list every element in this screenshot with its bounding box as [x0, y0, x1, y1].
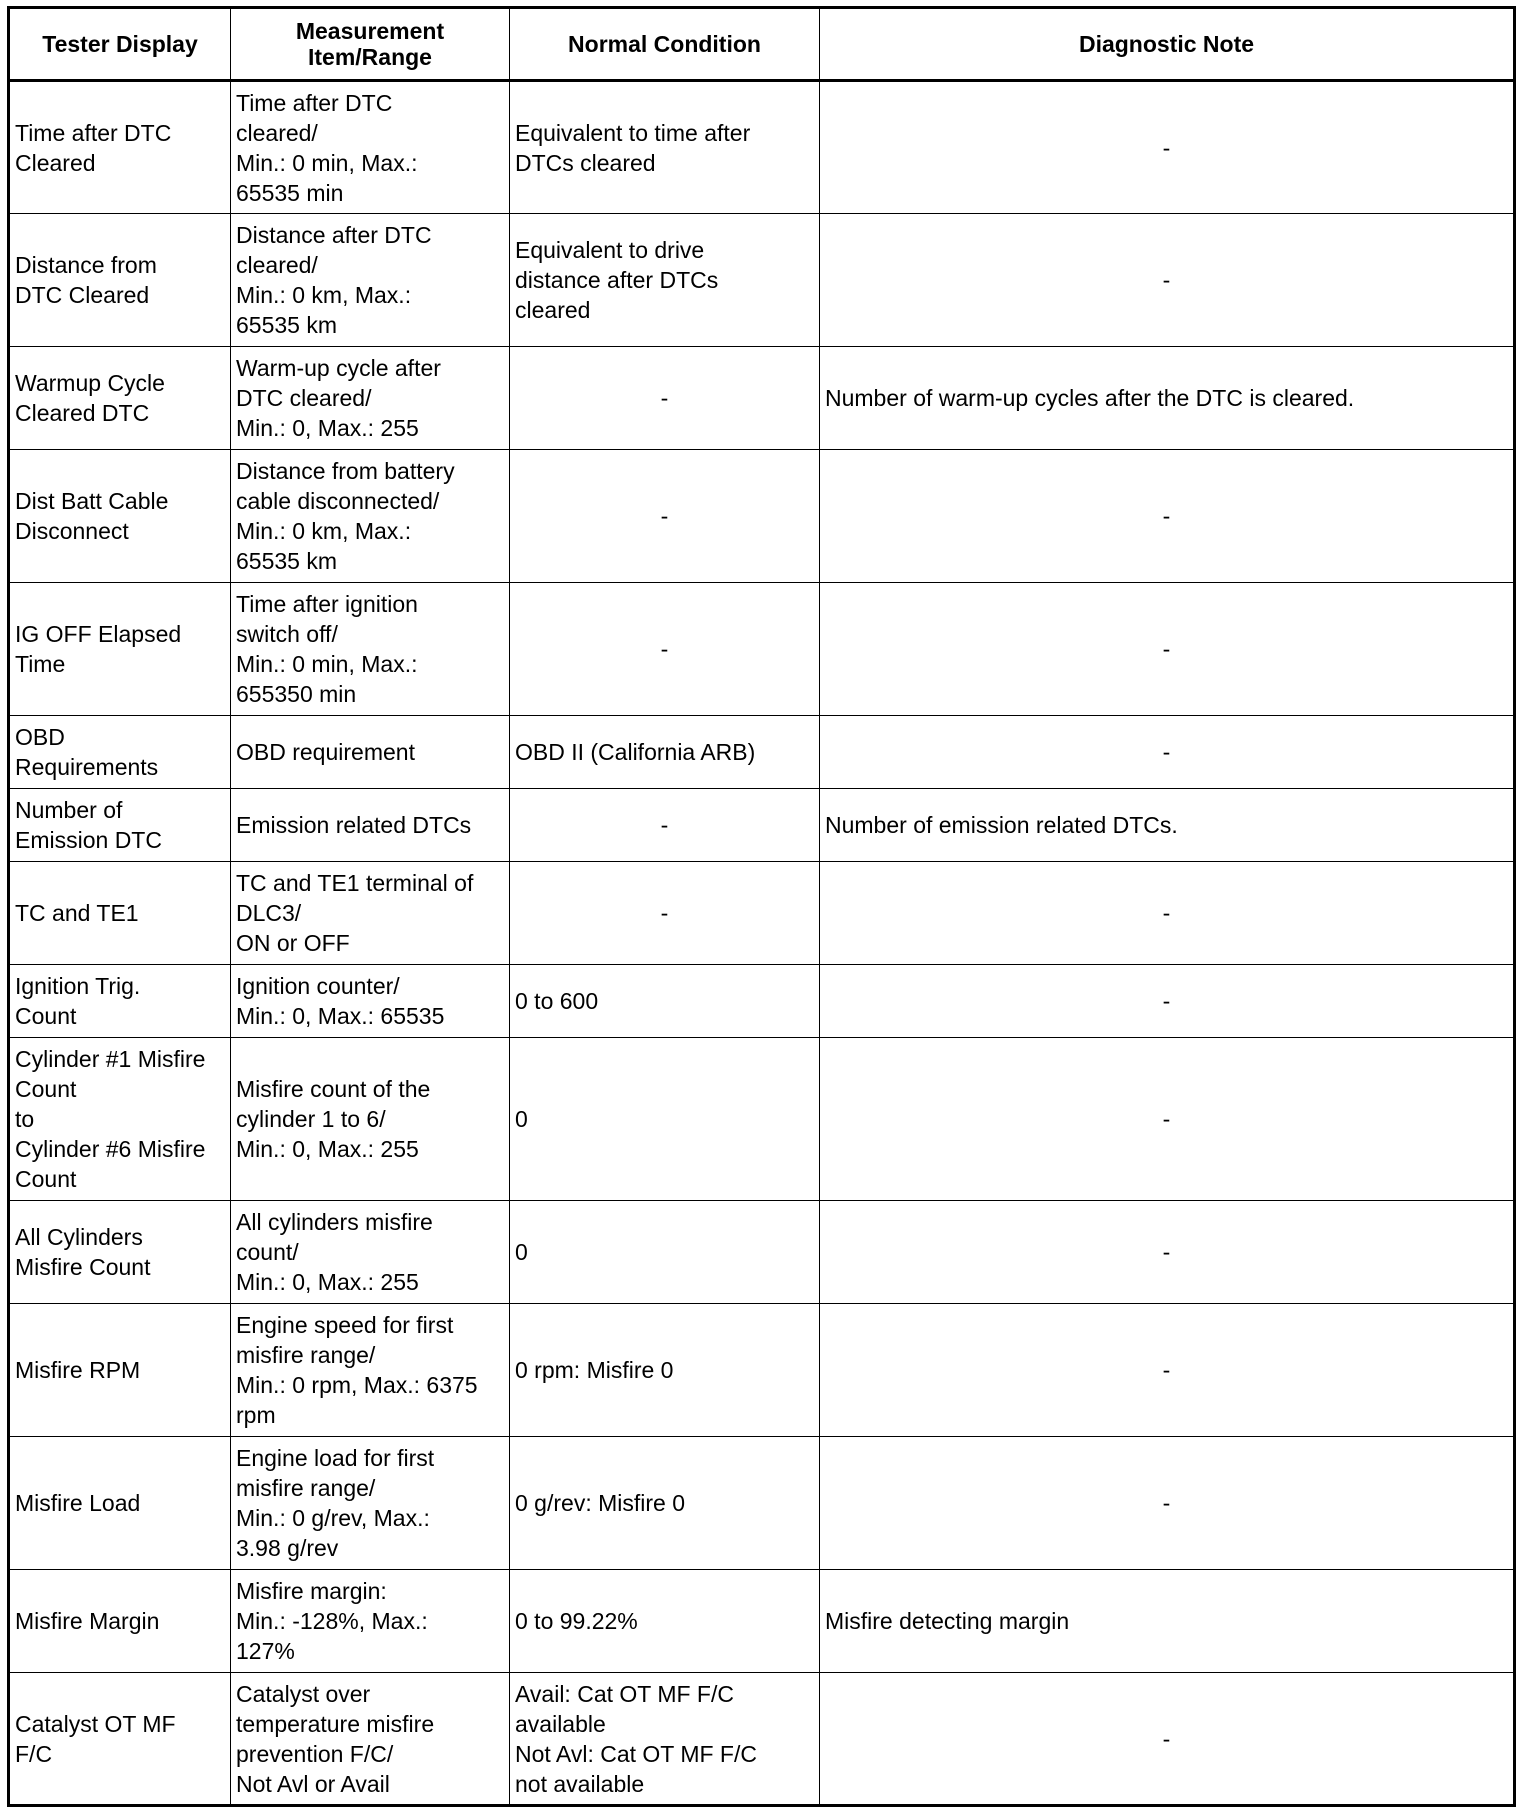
- measurement-item-cell: [231, 1673, 510, 1806]
- table-row: [9, 716, 1515, 789]
- cell-text-line: Number of: [15, 797, 123, 823]
- measurement-item-cell: [231, 583, 510, 716]
- normal-condition-cell: [510, 1673, 820, 1806]
- cell-text-line: Min.: 0 min, Max.:: [236, 651, 418, 677]
- empty-dash: -: [660, 900, 669, 926]
- cell-text-line: count/: [236, 1239, 299, 1265]
- empty-dash: -: [1162, 988, 1171, 1014]
- normal-condition-cell: [510, 1570, 820, 1673]
- diagnostic-note-cell: [820, 789, 1515, 862]
- cell-text-line: ON or OFF: [236, 930, 350, 956]
- tester-display-cell: [9, 862, 231, 965]
- cell-text-line: Engine load for first: [236, 1445, 435, 1471]
- cell-text-line: OBD II (California ARB): [515, 739, 756, 765]
- table-row: [9, 1673, 1515, 1806]
- empty-dash: -: [1162, 1357, 1171, 1383]
- cell-text-line: Count: [15, 1076, 77, 1102]
- cell-text-line: prevention F/C/: [236, 1740, 394, 1767]
- tester-display-cell: [9, 1304, 231, 1437]
- cell-text-line: switch off/: [236, 621, 338, 647]
- cell-text-line: cable disconnected/: [236, 488, 440, 514]
- cell-text-line: Min.: -128%, Max.:: [236, 1608, 428, 1634]
- cell-text-line: OBD: [15, 724, 65, 750]
- table-row: [9, 347, 1515, 450]
- tester-display-cell: [9, 214, 231, 347]
- diagnostic-note-cell: [820, 450, 1515, 583]
- table-row: [9, 789, 1515, 862]
- cell-text-line: 655350 min: [236, 681, 357, 707]
- cell-text-line: rpm: [236, 1402, 276, 1428]
- tester-display-cell: [9, 81, 231, 214]
- tester-display-cell: [9, 1038, 231, 1201]
- table-row: [9, 1570, 1515, 1673]
- measurement-item-cell: [231, 450, 510, 583]
- cell-text-line: Engine speed for first: [236, 1312, 454, 1338]
- cell-text-line: available: [515, 1710, 606, 1737]
- header-tester-display-text: Tester Display: [42, 31, 198, 57]
- cell-text-line: 3.98 g/rev: [236, 1535, 339, 1561]
- empty-dash: -: [1162, 267, 1171, 293]
- table-row: [9, 81, 1515, 214]
- normal-condition-cell: [510, 965, 820, 1038]
- cell-text-line: DTC cleared/: [236, 385, 372, 411]
- cell-text-line: Warmup Cycle: [15, 370, 165, 396]
- cell-text-line: Misfire Count: [15, 1254, 151, 1280]
- diagnostic-note-cell: [820, 1437, 1515, 1570]
- cell-text-line: Time: [15, 651, 66, 677]
- tester-display-cell: [9, 1570, 231, 1673]
- cell-text-line: misfire range/: [236, 1475, 376, 1501]
- cell-text-line: 127%: [236, 1638, 295, 1664]
- cell-text-line: DLC3/: [236, 900, 302, 926]
- cell-text-line: Min.: 0 g/rev, Max.:: [236, 1505, 430, 1531]
- normal-condition-cell: [510, 862, 820, 965]
- cell-text-line: Misfire count of the: [236, 1076, 431, 1102]
- cell-text-line: cleared/: [236, 119, 318, 146]
- cell-text-line: Min.: 0, Max.: 255: [236, 1269, 419, 1295]
- header-normal-condition-text: Normal Condition: [568, 31, 761, 57]
- normal-condition-cell: [510, 1304, 820, 1437]
- table-row: [9, 1437, 1515, 1570]
- cell-text-line: Requirements: [15, 754, 159, 780]
- empty-dash: -: [1162, 900, 1171, 926]
- cell-text-line: Min.: 0 km, Max.:: [236, 518, 412, 544]
- data-list-table: [7, 6, 1516, 1807]
- cell-text-line: Count: [15, 1166, 77, 1192]
- measurement-item-cell: [231, 965, 510, 1038]
- tester-display-cell: [9, 583, 231, 716]
- cell-text-line: Avail: Cat OT MF F/C: [515, 1680, 734, 1707]
- diagnostic-note-cell: [820, 1673, 1515, 1806]
- empty-dash: -: [1162, 1106, 1171, 1132]
- cell-text-line: to: [15, 1106, 35, 1132]
- cell-text-line: Min.: 0, Max.: 255: [236, 1136, 419, 1162]
- normal-condition-cell: [510, 1038, 820, 1201]
- cell-text-line: Misfire RPM: [15, 1357, 141, 1383]
- cell-text-line: Distance from battery: [236, 458, 455, 484]
- diagnostic-note-cell: [820, 716, 1515, 789]
- measurement-item-cell: [231, 214, 510, 347]
- cell-text-line: Cleared: [15, 149, 96, 176]
- normal-condition-cell: [510, 1437, 820, 1570]
- cell-text-line: Cleared DTC: [15, 400, 150, 426]
- measurement-item-cell: [231, 1201, 510, 1304]
- cell-text-line: Catalyst OT MF: [15, 1710, 176, 1737]
- cell-text-line: TC and TE1 terminal of: [236, 870, 474, 896]
- empty-dash: -: [1162, 1490, 1171, 1516]
- cell-text-line: 65535 min: [236, 179, 344, 206]
- cell-text-line: All Cylinders: [15, 1224, 143, 1250]
- cell-text-line: Time after DTC: [15, 119, 172, 146]
- cell-text-line: Equivalent to time after: [515, 119, 751, 146]
- cell-text-line: Not Avl: Cat OT MF F/C: [515, 1740, 757, 1767]
- cell-text-line: Catalyst over: [236, 1680, 371, 1707]
- cell-text-line: not available: [515, 1770, 645, 1797]
- cell-text-line: Number of warm-up cycles after the DTC is cleared.: [825, 385, 1355, 411]
- diagnostic-note-cell: [820, 583, 1515, 716]
- tester-display-cell: [9, 965, 231, 1038]
- diagnostic-note-cell: [820, 1201, 1515, 1304]
- cell-text-line: Min.: 0 km, Max.:: [236, 282, 412, 308]
- table-body: [9, 81, 1515, 1806]
- table-row: [9, 965, 1515, 1038]
- empty-dash: -: [660, 503, 669, 529]
- empty-dash: -: [1162, 503, 1171, 529]
- header-diagnostic-note: [820, 8, 1515, 81]
- cell-text-line: misfire range/: [236, 1342, 376, 1368]
- cell-text-line: Ignition Trig.: [15, 973, 141, 999]
- cell-text-line: Misfire detecting margin: [825, 1608, 1070, 1634]
- tester-display-cell: [9, 789, 231, 862]
- cell-text-line: Dist Batt Cable: [15, 488, 169, 514]
- cell-text-line: distance after DTCs: [515, 267, 719, 293]
- cell-text-line: temperature misfire: [236, 1710, 435, 1737]
- table-row: [9, 450, 1515, 583]
- diagnostic-note-cell: [820, 81, 1515, 214]
- header-measurement-line: Measurement: [295, 18, 445, 44]
- measurement-item-cell: [231, 716, 510, 789]
- table-header: [9, 8, 1515, 81]
- empty-dash: -: [660, 636, 669, 662]
- measurement-item-cell: [231, 81, 510, 214]
- diagnostic-note-cell: [820, 214, 1515, 347]
- normal-condition-cell: [510, 789, 820, 862]
- measurement-item-cell: [231, 1038, 510, 1201]
- normal-condition-cell: [510, 450, 820, 583]
- cell-text-line: IG OFF Elapsed: [15, 621, 182, 647]
- cell-text-line: All cylinders misfire: [236, 1209, 433, 1235]
- normal-condition-cell: [510, 347, 820, 450]
- cell-text-line: Disconnect: [15, 518, 129, 544]
- cell-text-line: 0 rpm: Misfire 0: [515, 1357, 674, 1383]
- empty-dash: -: [660, 812, 669, 838]
- tester-display-cell: [9, 347, 231, 450]
- diagnostic-note-cell: [820, 1570, 1515, 1673]
- diagnostic-note-cell: [820, 347, 1515, 450]
- cell-text-line: Count: [15, 1003, 77, 1029]
- cell-text-line: Distance after DTC: [236, 222, 432, 248]
- normal-condition-cell: [510, 81, 820, 214]
- cell-text-line: Time after ignition: [236, 591, 418, 617]
- empty-dash: -: [1162, 134, 1171, 161]
- cell-text-line: Misfire margin:: [236, 1578, 387, 1604]
- cell-text-line: 65535 km: [236, 548, 338, 574]
- cell-text-line: TC and TE1: [15, 900, 139, 926]
- measurement-item-cell: [231, 862, 510, 965]
- normal-condition-cell: [510, 1201, 820, 1304]
- cell-text-line: Emission DTC: [15, 827, 162, 853]
- header-normal-condition: [510, 8, 820, 81]
- measurement-item-cell: [231, 347, 510, 450]
- tester-display-cell: [9, 716, 231, 789]
- cell-text-line: Emission related DTCs: [236, 812, 472, 838]
- table-row: [9, 1038, 1515, 1201]
- cell-text-line: Misfire Load: [15, 1490, 141, 1516]
- header-row: [9, 8, 1515, 81]
- cell-text-line: cylinder 1 to 6/: [236, 1106, 386, 1132]
- cell-text-line: Time after DTC: [236, 89, 393, 116]
- header-tester-display: [9, 8, 231, 81]
- cell-text-line: 0 g/rev: Misfire 0: [515, 1490, 685, 1516]
- cell-text-line: Warm-up cycle after: [236, 355, 441, 381]
- cell-text-line: Misfire Margin: [15, 1608, 160, 1634]
- cell-text-line: 0 to 600: [515, 988, 599, 1014]
- diagnostic-note-cell: [820, 965, 1515, 1038]
- measurement-item-cell: [231, 789, 510, 862]
- normal-condition-cell: [510, 716, 820, 789]
- cell-text-line: Min.: 0, Max.: 65535: [236, 1003, 445, 1029]
- cell-text-line: 65535 km: [236, 312, 338, 338]
- header-measurement-line: Item/Range: [308, 44, 432, 70]
- cell-text-line: Cylinder #1 Misfire: [15, 1046, 206, 1072]
- header-diagnostic-note-text: Diagnostic Note: [1078, 31, 1255, 57]
- diagnostic-note-cell: [820, 1038, 1515, 1201]
- cell-text-line: OBD requirement: [236, 739, 415, 765]
- table-row: [9, 1201, 1515, 1304]
- tester-display-cell: [9, 1437, 231, 1570]
- empty-dash: -: [660, 385, 669, 411]
- cell-text-line: Cylinder #6 Misfire: [15, 1136, 206, 1162]
- measurement-item-cell: [231, 1304, 510, 1437]
- measurement-item-cell: [231, 1437, 510, 1570]
- cell-text-line: Min.: 0, Max.: 255: [236, 415, 419, 441]
- cell-text-line: 0: [515, 1239, 528, 1265]
- empty-dash: -: [1162, 739, 1171, 765]
- cell-text-line: DTCs cleared: [515, 149, 656, 176]
- cell-text-line: Min.: 0 rpm, Max.: 6375: [236, 1372, 478, 1398]
- tester-display-cell: [9, 1673, 231, 1806]
- measurement-item-cell: [231, 1570, 510, 1673]
- diagnostic-note-cell: [820, 1304, 1515, 1437]
- empty-dash: -: [1162, 636, 1171, 662]
- cell-text-line: Number of emission related DTCs.: [825, 812, 1178, 838]
- cell-text-line: Ignition counter/: [236, 973, 400, 999]
- cell-text-line: F/C: [15, 1740, 53, 1767]
- header-measurement-item-range: [231, 8, 510, 81]
- table-row: [9, 583, 1515, 716]
- empty-dash: -: [1162, 1725, 1171, 1752]
- normal-condition-cell: [510, 214, 820, 347]
- table-row: [9, 214, 1515, 347]
- cell-text-line: Not Avl or Avail: [236, 1770, 390, 1797]
- cell-text-line: cleared: [515, 297, 591, 323]
- cell-text-line: 0 to 99.22%: [515, 1608, 638, 1634]
- cell-text-line: Distance from: [15, 252, 157, 278]
- diagnostic-note-cell: [820, 862, 1515, 965]
- normal-condition-cell: [510, 583, 820, 716]
- tester-display-cell: [9, 1201, 231, 1304]
- cell-text-line: 0: [515, 1106, 528, 1132]
- cell-text-line: Equivalent to drive: [515, 237, 705, 263]
- table-row: [9, 862, 1515, 965]
- cell-text-line: Min.: 0 min, Max.:: [236, 149, 418, 176]
- cell-text-line: DTC Cleared: [15, 282, 150, 308]
- table-row: [9, 1304, 1515, 1437]
- tester-display-cell: [9, 450, 231, 583]
- cell-text-line: cleared/: [236, 252, 318, 278]
- empty-dash: -: [1162, 1239, 1171, 1265]
